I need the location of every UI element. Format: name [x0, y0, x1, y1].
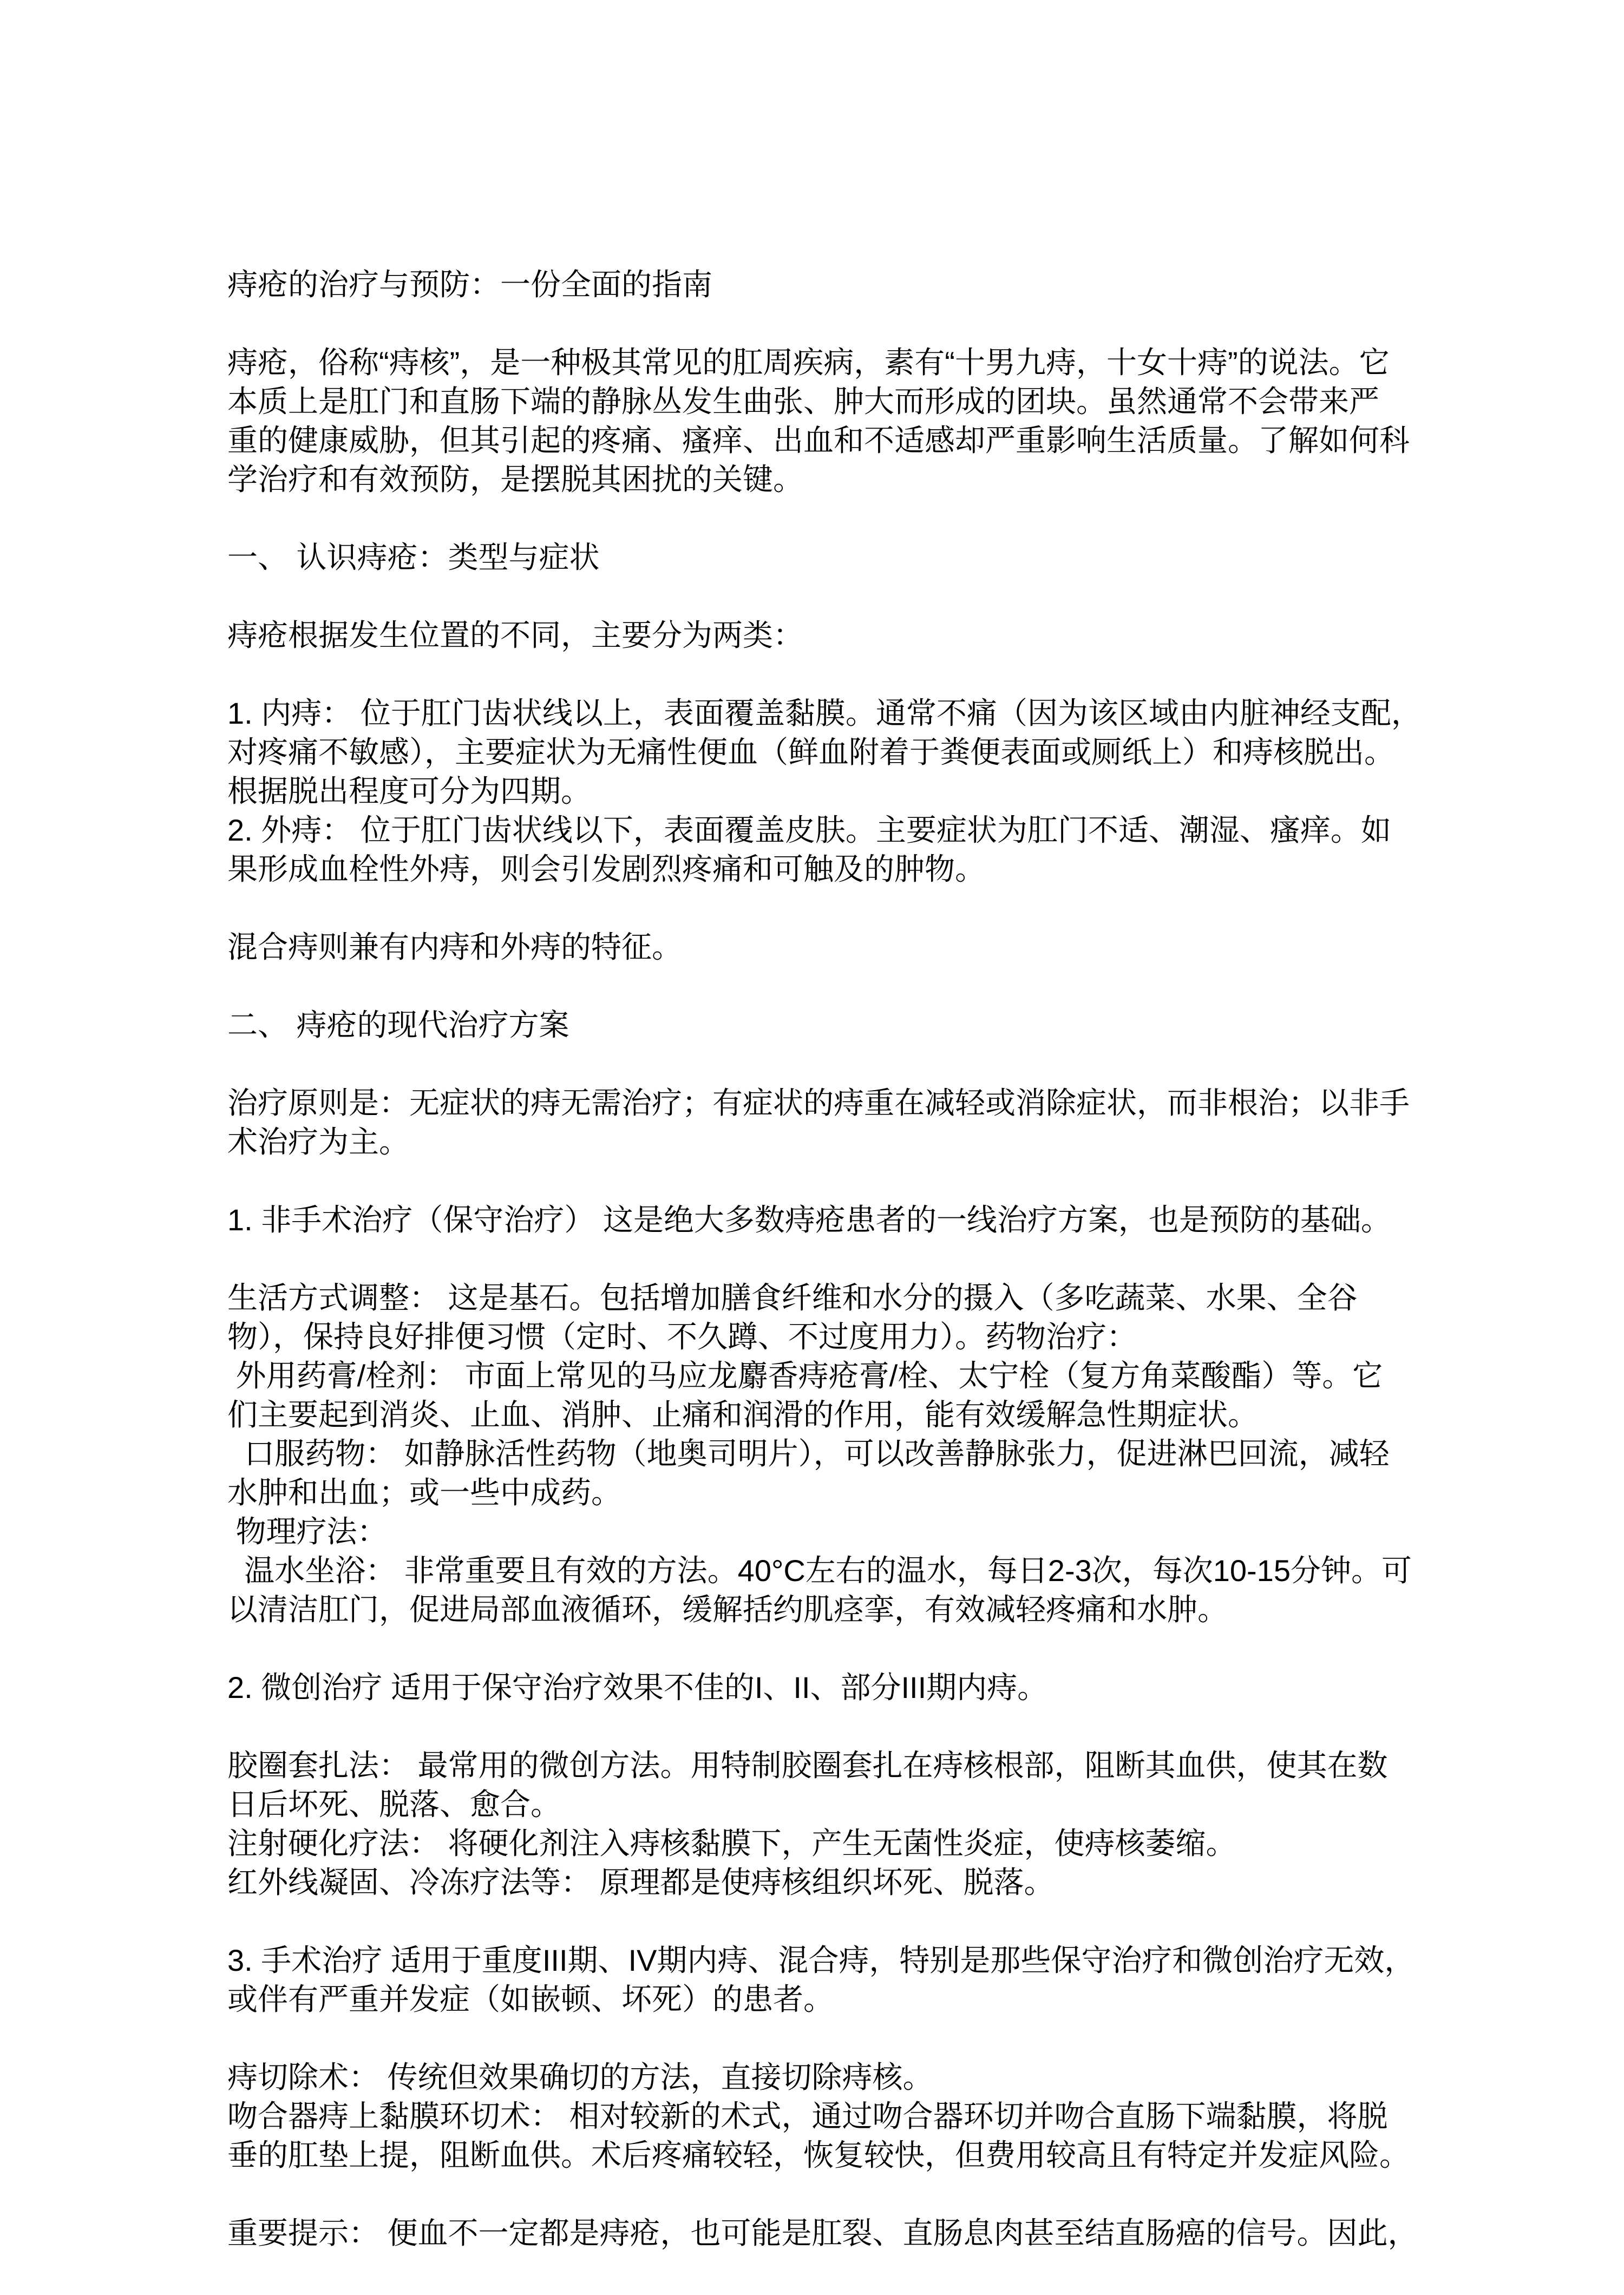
heading-line: 二、 痔疮的现代治疗方案: [227, 1008, 569, 1042]
classification-intro-paragraph: [227, 616, 1435, 655]
mixed-type-paragraph: [227, 928, 1435, 967]
intro-paragraph: [227, 343, 1435, 499]
list-item-external-line: 果形成血栓性外痔，则会引发剧烈疼痛和可触及的肿物。: [227, 852, 985, 886]
topical-medication-line: 们主要起到消炎、止血、消肿、止痛和润滑的作用，能有效缓解急性期症状。: [227, 1398, 1258, 1432]
sitz-bath-line: 温水坐浴： 非常重要且有效的方法。40°C左右的温水，每日2-3次，每次10-15分钟。可: [227, 1553, 1412, 1588]
text-line: 术治疗为主。: [227, 1125, 409, 1159]
section-heading-types: [227, 538, 1435, 577]
stapled-hemorrhoidopexy-line: 垂的肛垫上提，阻断血供。术后疼痛较轻，恢复较快，但费用较高且有特定并发症风险。: [227, 2138, 1410, 2172]
text-line: 本质上是肛门和直肠下端的静脉丛发生曲张、肿大而形成的团块。虽然通常不会带来严: [227, 384, 1379, 418]
sclerotherapy-line: 注射硬化疗法： 将硬化剂注入痔核黏膜下，产生无菌性炎症，使痔核萎缩。: [227, 1826, 1236, 1860]
document-title: 痔疮的治疗与预防：一份全面的指南: [227, 267, 712, 301]
text-line: 学治疗和有效预防，是摆脱其困扰的关键。: [227, 462, 803, 496]
physical-therapy-line: 物理疗法：: [227, 1514, 388, 1549]
text-line: 2. 微创治疗 适用于保守治疗效果不佳的I、II、部分III期内痔。: [227, 1670, 1048, 1704]
text-line: 痔疮，俗称“痔核”，是一种极其常见的肛周疾病，素有“十男九痔，十女十痔”的说法。它: [227, 345, 1390, 379]
sitz-bath-line: 以清洁肛门，促进局部血液循环，缓解括约肌痉挛，有效减轻疼痛和水肿。: [227, 1592, 1228, 1627]
hemorrhoid-types-list: [227, 694, 1435, 889]
lifestyle-line: 生活方式调整： 这是基石。包括增加膳食纤维和水分的摄入（多吃蔬菜、水果、全谷: [227, 1281, 1358, 1315]
text-line: 痔疮根据发生位置的不同，主要分为两类：: [227, 618, 803, 652]
text-line: 重要提示： 便血不一定都是痔疮，也可能是肛裂、直肠息肉甚至结直肠癌的信号。因此，: [227, 2216, 1418, 2250]
document-body: [227, 265, 1435, 2253]
text-line: 3. 手术治疗 适用于重度III期、IV期内痔、混合痔，特别是那些保守治疗和微创治疗无效，: [227, 1943, 1415, 1977]
list-item-internal-line: 1. 内痔： 位于肛门齿状线以上，表面覆盖黏膜。通常不痛（因为该区域由内脏神经支配，: [227, 696, 1422, 730]
section-heading-treatment: [227, 1006, 1435, 1045]
list-item-internal-line: 根据脱出程度可分为四期。: [227, 774, 591, 808]
text-line: 或伴有严重并发症（如嵌顿、坏死）的患者。: [227, 1982, 834, 2016]
topical-medication-line: 外用药膏/栓剂： 市面上常见的马应龙麝香痔疮膏/栓、太宁栓（复方角菜酸酯）等。它: [227, 1359, 1383, 1393]
infrared-cryotherapy-line: 红外线凝固、冷冻疗法等： 原理都是使痔核组织坏死、脱落。: [227, 1865, 1055, 1899]
text-line: 1. 非手术治疗（保守治疗） 这是绝大多数痔疮患者的一线治疗方案，也是预防的基础。: [227, 1203, 1391, 1237]
surgical-treatment-heading: [227, 1941, 1435, 2019]
important-note-paragraph: [227, 2214, 1435, 2253]
hemorrhoidectomy-line: 痔切除术： 传统但效果确切的方法，直接切除痔核。: [227, 2060, 933, 2094]
rubber-band-ligation-line: 胶圈套扎法： 最常用的微创方法。用特制胶圈套扎在痔核根部，阻断其血供，使其在数: [227, 1748, 1388, 1782]
minimally-invasive-methods: [227, 1746, 1435, 1902]
list-item-external-line: 2. 外痔： 位于肛门齿状线以下，表面覆盖皮肤。主要症状为肛门不适、潮湿、瘙痒。如: [227, 813, 1391, 847]
minimally-invasive-heading: [227, 1668, 1435, 1707]
text-line: 重的健康威胁，但其引起的疼痛、瘙痒、出血和不适感却严重影响生活质量。了解如何科: [227, 423, 1410, 457]
rubber-band-ligation-line: 日后坏死、脱落、愈合。: [227, 1787, 561, 1821]
conservative-treatment-heading: [227, 1201, 1435, 1240]
treatment-principles-paragraph: [227, 1084, 1435, 1162]
surgical-methods: [227, 2058, 1435, 2175]
heading-line: 一、 认识痔疮：类型与症状: [227, 540, 600, 574]
oral-medication-line: 水肿和出血；或一些中成药。: [227, 1476, 621, 1510]
stapled-hemorrhoidopexy-line: 吻合器痔上黏膜环切术： 相对较新的术式，通过吻合器环切并吻合直肠下端黏膜，将脱: [227, 2099, 1388, 2133]
text-line: 混合痔则兼有内痔和外痔的特征。: [227, 930, 682, 964]
lifestyle-line: 物），保持良好排便习惯（定时、不久蹲、不过度用力）。药物治疗：: [227, 1320, 1137, 1354]
list-item-internal-line: 对疼痛不敏感），主要症状为无痛性便血（鲜血附着于粪便表面或厕纸上）和痔核脱出。: [227, 735, 1394, 769]
text-line: 治疗原则是：无症状的痔无需治疗；有症状的痔重在减轻或消除症状，而非根治；以非手: [227, 1086, 1410, 1120]
document-title-block: [227, 265, 1435, 304]
oral-medication-line: 口服药物： 如静脉活性药物（地奥司明片），可以改善静脉张力，促进淋巴回流，减轻: [227, 1437, 1390, 1471]
conservative-treatment-details: [227, 1278, 1435, 1629]
